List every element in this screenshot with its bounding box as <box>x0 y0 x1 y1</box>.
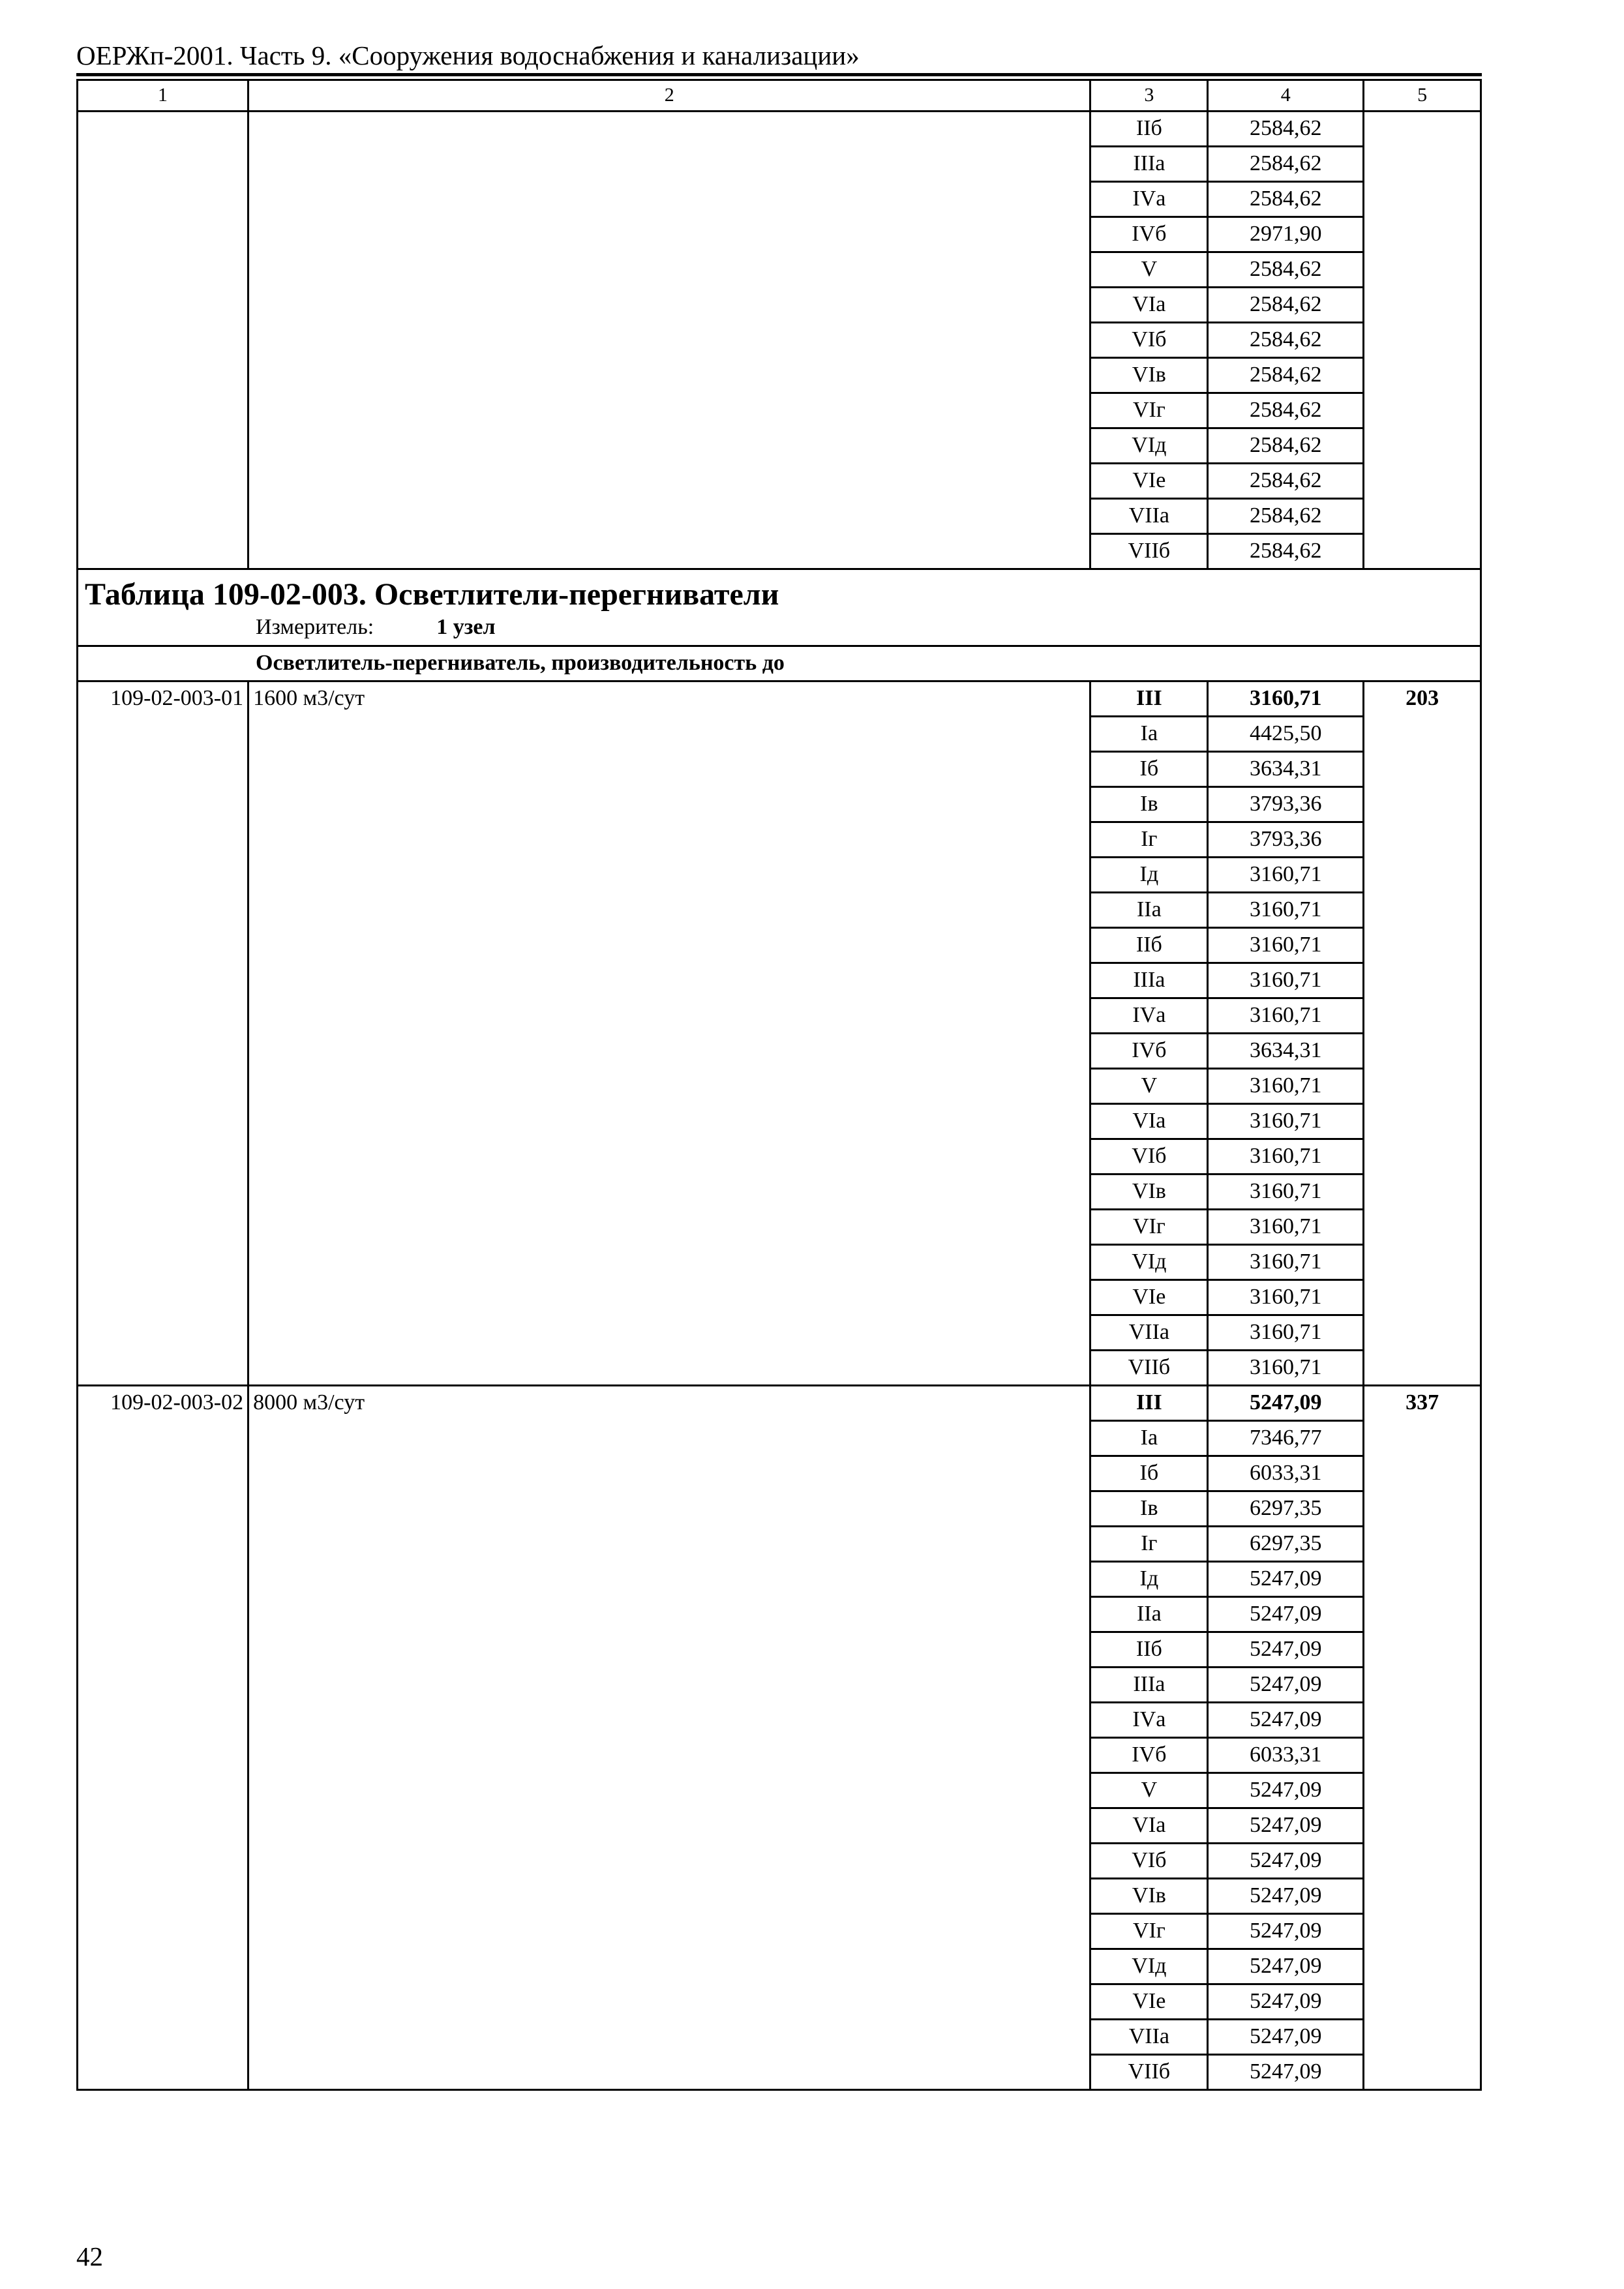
price-cell: 3160,71 <box>1208 1210 1364 1245</box>
price-cell: 5247,09 <box>1208 1844 1364 1879</box>
price-cell: 3160,71 <box>1208 1104 1364 1139</box>
price-cell: 3160,71 <box>1208 1069 1364 1104</box>
zone-cell: VIв <box>1090 358 1208 393</box>
zone-cell: VIIб <box>1090 534 1208 569</box>
subheading-row <box>78 646 1481 681</box>
price-cell: 6297,35 <box>1208 1527 1364 1562</box>
price-cell: 3160,71 <box>1208 928 1364 963</box>
price-cell: 7346,77 <box>1208 1421 1364 1456</box>
zone-cell: VIд <box>1090 1245 1208 1280</box>
price-cell: 2584,62 <box>1208 534 1364 569</box>
zone-cell: Iб <box>1090 1456 1208 1491</box>
price-cell: 6033,31 <box>1208 1738 1364 1773</box>
zone-cell: IIб <box>1090 1632 1208 1668</box>
item-col5: 337 <box>1364 1386 1481 2090</box>
price-cell: 2584,62 <box>1208 112 1364 147</box>
col5-cell <box>1364 112 1481 569</box>
price-cell: 6297,35 <box>1208 1491 1364 1527</box>
price-cell: 5247,09 <box>1208 1949 1364 1984</box>
item-col5: 203 <box>1364 681 1481 1386</box>
price-cell: 3160,71 <box>1208 998 1364 1034</box>
price-cell: 3793,36 <box>1208 822 1364 858</box>
zone-cell: Iг <box>1090 822 1208 858</box>
item-description: 1600 м3/сут <box>248 681 1090 1386</box>
price-cell: 3160,71 <box>1208 858 1364 893</box>
zone-cell: Iв <box>1090 1491 1208 1527</box>
price-cell: 3160,71 <box>1208 1174 1364 1210</box>
price-cell: 3634,31 <box>1208 752 1364 787</box>
price-table <box>76 79 1482 2091</box>
table-row <box>78 1386 1481 1421</box>
subheading: Осветлитель-перегниватель, производительность до <box>78 646 1481 681</box>
price-cell: 5247,09 <box>1208 1879 1364 1914</box>
zone-cell: VIв <box>1090 1174 1208 1210</box>
zone-cell: IVа <box>1090 182 1208 217</box>
zone-cell: VIIб <box>1090 2055 1208 2090</box>
price-cell: 5247,09 <box>1208 1632 1364 1668</box>
zone-cell: Iв <box>1090 787 1208 822</box>
zone-cell: IIIа <box>1090 147 1208 182</box>
price-cell: 5247,09 <box>1208 2055 1364 2090</box>
price-cell: 3160,71 <box>1208 1139 1364 1174</box>
zone-cell: VIIа <box>1090 1315 1208 1351</box>
price-cell: 2584,62 <box>1208 393 1364 428</box>
price-cell: 2584,62 <box>1208 323 1364 358</box>
zone-cell: Iд <box>1090 858 1208 893</box>
price-cell: 5247,09 <box>1208 1773 1364 1808</box>
table-row <box>78 681 1481 717</box>
page-number: 42 <box>76 2241 103 2271</box>
zone-cell: IVб <box>1090 1738 1208 1773</box>
zone-cell: VIе <box>1090 1280 1208 1315</box>
zone-cell: VIб <box>1090 323 1208 358</box>
price-cell: 5247,09 <box>1208 1386 1364 1421</box>
zone-cell: Iд <box>1090 1562 1208 1597</box>
zone-cell: VIIа <box>1090 499 1208 534</box>
table-row <box>78 112 1481 147</box>
item-code: 109-02-003-02 <box>78 1386 248 2090</box>
price-cell: 2584,62 <box>1208 358 1364 393</box>
zone-cell: IIб <box>1090 112 1208 147</box>
zone-cell: IIIа <box>1090 963 1208 998</box>
column-number-2: 2 <box>248 80 1090 112</box>
item-description: 8000 м3/сут <box>248 1386 1090 2090</box>
zone-cell: Iб <box>1090 752 1208 787</box>
zone-cell: V <box>1090 252 1208 288</box>
column-number-3: 3 <box>1090 80 1208 112</box>
zone-cell: III <box>1090 1386 1208 1421</box>
meter-line <box>78 614 1480 640</box>
column-numbers-row <box>78 80 1481 112</box>
zone-cell: IIб <box>1090 928 1208 963</box>
table-title-cell <box>78 569 1481 646</box>
zone-cell: VIIб <box>1090 1351 1208 1386</box>
zone-cell: III <box>1090 681 1208 717</box>
price-cell: 5247,09 <box>1208 1703 1364 1738</box>
price-cell: 2971,90 <box>1208 217 1364 252</box>
price-cell: 2584,62 <box>1208 182 1364 217</box>
price-table-body <box>78 80 1481 2090</box>
price-cell: 3160,71 <box>1208 1351 1364 1386</box>
column-number-4: 4 <box>1208 80 1364 112</box>
table-title: Таблица 109-02-003. Осветлители-перегниватели <box>85 577 779 612</box>
price-cell: 5247,09 <box>1208 1808 1364 1844</box>
price-cell: 3634,31 <box>1208 1034 1364 1069</box>
zone-cell: VIа <box>1090 288 1208 323</box>
zone-cell: VIб <box>1090 1139 1208 1174</box>
price-cell: 2584,62 <box>1208 499 1364 534</box>
zone-cell: VIа <box>1090 1808 1208 1844</box>
price-cell: 5247,09 <box>1208 1914 1364 1949</box>
zone-cell: IVа <box>1090 1703 1208 1738</box>
price-cell: 2584,62 <box>1208 428 1364 464</box>
price-cell: 2584,62 <box>1208 147 1364 182</box>
column-number-5: 5 <box>1364 80 1481 112</box>
price-cell: 2584,62 <box>1208 252 1364 288</box>
zone-cell: IIа <box>1090 893 1208 928</box>
price-cell: 3160,71 <box>1208 893 1364 928</box>
zone-cell: IIIа <box>1090 1668 1208 1703</box>
zone-cell: VIд <box>1090 1949 1208 1984</box>
price-cell: 6033,31 <box>1208 1456 1364 1491</box>
price-cell: 4425,50 <box>1208 717 1364 752</box>
description-cell <box>248 112 1090 569</box>
page-header: ОЕРЖп-2001. Часть 9. «Сооружения водоснабжения и канализации» <box>76 38 1482 76</box>
price-cell: 2584,62 <box>1208 288 1364 323</box>
zone-cell: IIа <box>1090 1597 1208 1632</box>
price-cell: 3160,71 <box>1208 963 1364 998</box>
price-cell: 3160,71 <box>1208 1315 1364 1351</box>
zone-cell: V <box>1090 1773 1208 1808</box>
column-number-1: 1 <box>78 80 248 112</box>
zone-cell: VIIа <box>1090 2020 1208 2055</box>
zone-cell: V <box>1090 1069 1208 1104</box>
price-cell: 3160,71 <box>1208 1280 1364 1315</box>
zone-cell: VIб <box>1090 1844 1208 1879</box>
price-cell: 5247,09 <box>1208 1562 1364 1597</box>
zone-cell: Iг <box>1090 1527 1208 1562</box>
zone-cell: VIе <box>1090 1984 1208 2020</box>
zone-cell: Iа <box>1090 717 1208 752</box>
zone-cell: VIа <box>1090 1104 1208 1139</box>
zone-cell: VIг <box>1090 1210 1208 1245</box>
code-cell <box>78 112 248 569</box>
item-code: 109-02-003-01 <box>78 681 248 1386</box>
price-cell: 3160,71 <box>1208 681 1364 717</box>
meter-value: 1 узел <box>436 615 496 639</box>
zone-cell: IVб <box>1090 1034 1208 1069</box>
zone-cell: Iа <box>1090 1421 1208 1456</box>
table-title-row <box>78 569 1481 646</box>
zone-cell: VIг <box>1090 393 1208 428</box>
zone-cell: VIг <box>1090 1914 1208 1949</box>
price-cell: 2584,62 <box>1208 464 1364 499</box>
zone-cell: IVб <box>1090 217 1208 252</box>
zone-cell: IVа <box>1090 998 1208 1034</box>
price-cell: 5247,09 <box>1208 1668 1364 1703</box>
price-cell: 5247,09 <box>1208 1984 1364 2020</box>
price-cell: 5247,09 <box>1208 1597 1364 1632</box>
price-cell: 5247,09 <box>1208 2020 1364 2055</box>
price-cell: 3160,71 <box>1208 1245 1364 1280</box>
price-cell: 3793,36 <box>1208 787 1364 822</box>
zone-cell: VIд <box>1090 428 1208 464</box>
zone-cell: VIв <box>1090 1879 1208 1914</box>
meter-label: Измеритель: <box>256 615 374 639</box>
zone-cell: VIе <box>1090 464 1208 499</box>
